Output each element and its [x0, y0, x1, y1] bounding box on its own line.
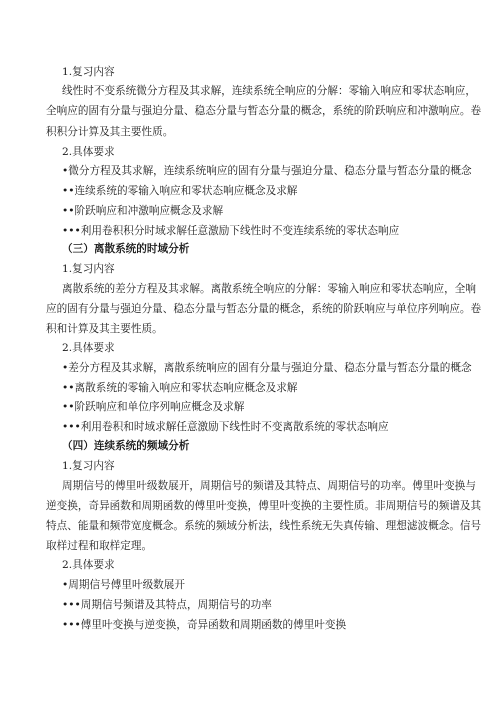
requirement-item: •••利用卷积和时域求解任意激励下线性时不变离散系统的零状态响应 [62, 421, 389, 433]
requirement-item: •••傅里叶变换与逆变换，奇异函数和周期函数的傅里叶变换 [62, 619, 347, 631]
paragraph-line: 取样过程和取样定理。 [46, 540, 153, 552]
section-label-review: 1.复习内容 [62, 460, 115, 472]
requirement-item: ••连续系统的零输入响应和零状态响应概念及求解 [62, 185, 298, 197]
paragraph-line: 线性时不变系统微分方程及其求解，连续系统全响应的分解：零输入响应和零状态响应， [62, 85, 476, 97]
paragraph-line: 积积分计算及其主要性质。 [46, 126, 174, 138]
paragraph-line: 离散系统的差分方程及其求解。离散系统全响应的分解：零输入响应和零状态响应，全响 [62, 283, 476, 295]
requirement-item: •差分方程及其求解，离散系统响应的固有分量与强迫分量、稳态分量与暂态分量的概念 [62, 362, 472, 374]
section-label-requirements: 2.具体要求 [62, 559, 115, 571]
requirement-item: •••利用卷积积分时域求解任意激励下线性时不变连续系统的零状态响应 [62, 225, 400, 237]
requirement-item: ••阶跃响应和冲激响应概念及求解 [62, 205, 224, 217]
requirement-item: ••离散系统的零输入响应和零状态响应概念及求解 [62, 382, 298, 394]
section-heading-frequency: （四）连续系统的频域分析 [62, 440, 190, 452]
section-label-requirements: 2.具体要求 [62, 146, 115, 158]
requirement-item: •••周期信号频谱及其特点，周期信号的功率 [62, 599, 272, 611]
section-label-review: 1.复习内容 [62, 263, 115, 275]
paragraph-line: 积和计算及其主要性质。 [46, 323, 163, 335]
paragraph-line: 特点、能量和频带宽度概念。系统的频域分析法，线性系统无失真传输、理想滤波概念。信号 [46, 520, 482, 532]
requirement-item: •周期信号傅里叶级数展开 [62, 579, 186, 591]
requirement-item: ••阶跃响应和单位序列响应概念及求解 [62, 401, 245, 413]
requirement-item: •微分方程及其求解，连续系统响应的固有分量与强迫分量、稳态分量与暂态分量的概念 [62, 165, 472, 177]
paragraph-line: 逆变换，奇异函数和周期函数的傅里叶变换，傅里叶变换的主要性质。非周期信号的频谱及其 [46, 500, 482, 512]
section-label-review: 1.复习内容 [62, 66, 115, 78]
paragraph-line: 周期信号的傅里叶级数展开，周期信号的频谱及其特点、周期信号的功率。傅里叶变换与 [62, 480, 476, 492]
paragraph-line: 应的固有分量与强迫分量、稳态分量与暂态分量的概念，系统的阶跃响应与单位序列响应。卷 [46, 303, 482, 315]
paragraph-line: 全响应的固有分量与强迫分量、稳态分量与暂态分量的概念，系统的阶跃响应和冲激响应。卷 [46, 105, 482, 117]
section-label-requirements: 2.具体要求 [62, 342, 115, 354]
section-heading-discrete: （三）离散系统的时域分析 [62, 243, 190, 255]
